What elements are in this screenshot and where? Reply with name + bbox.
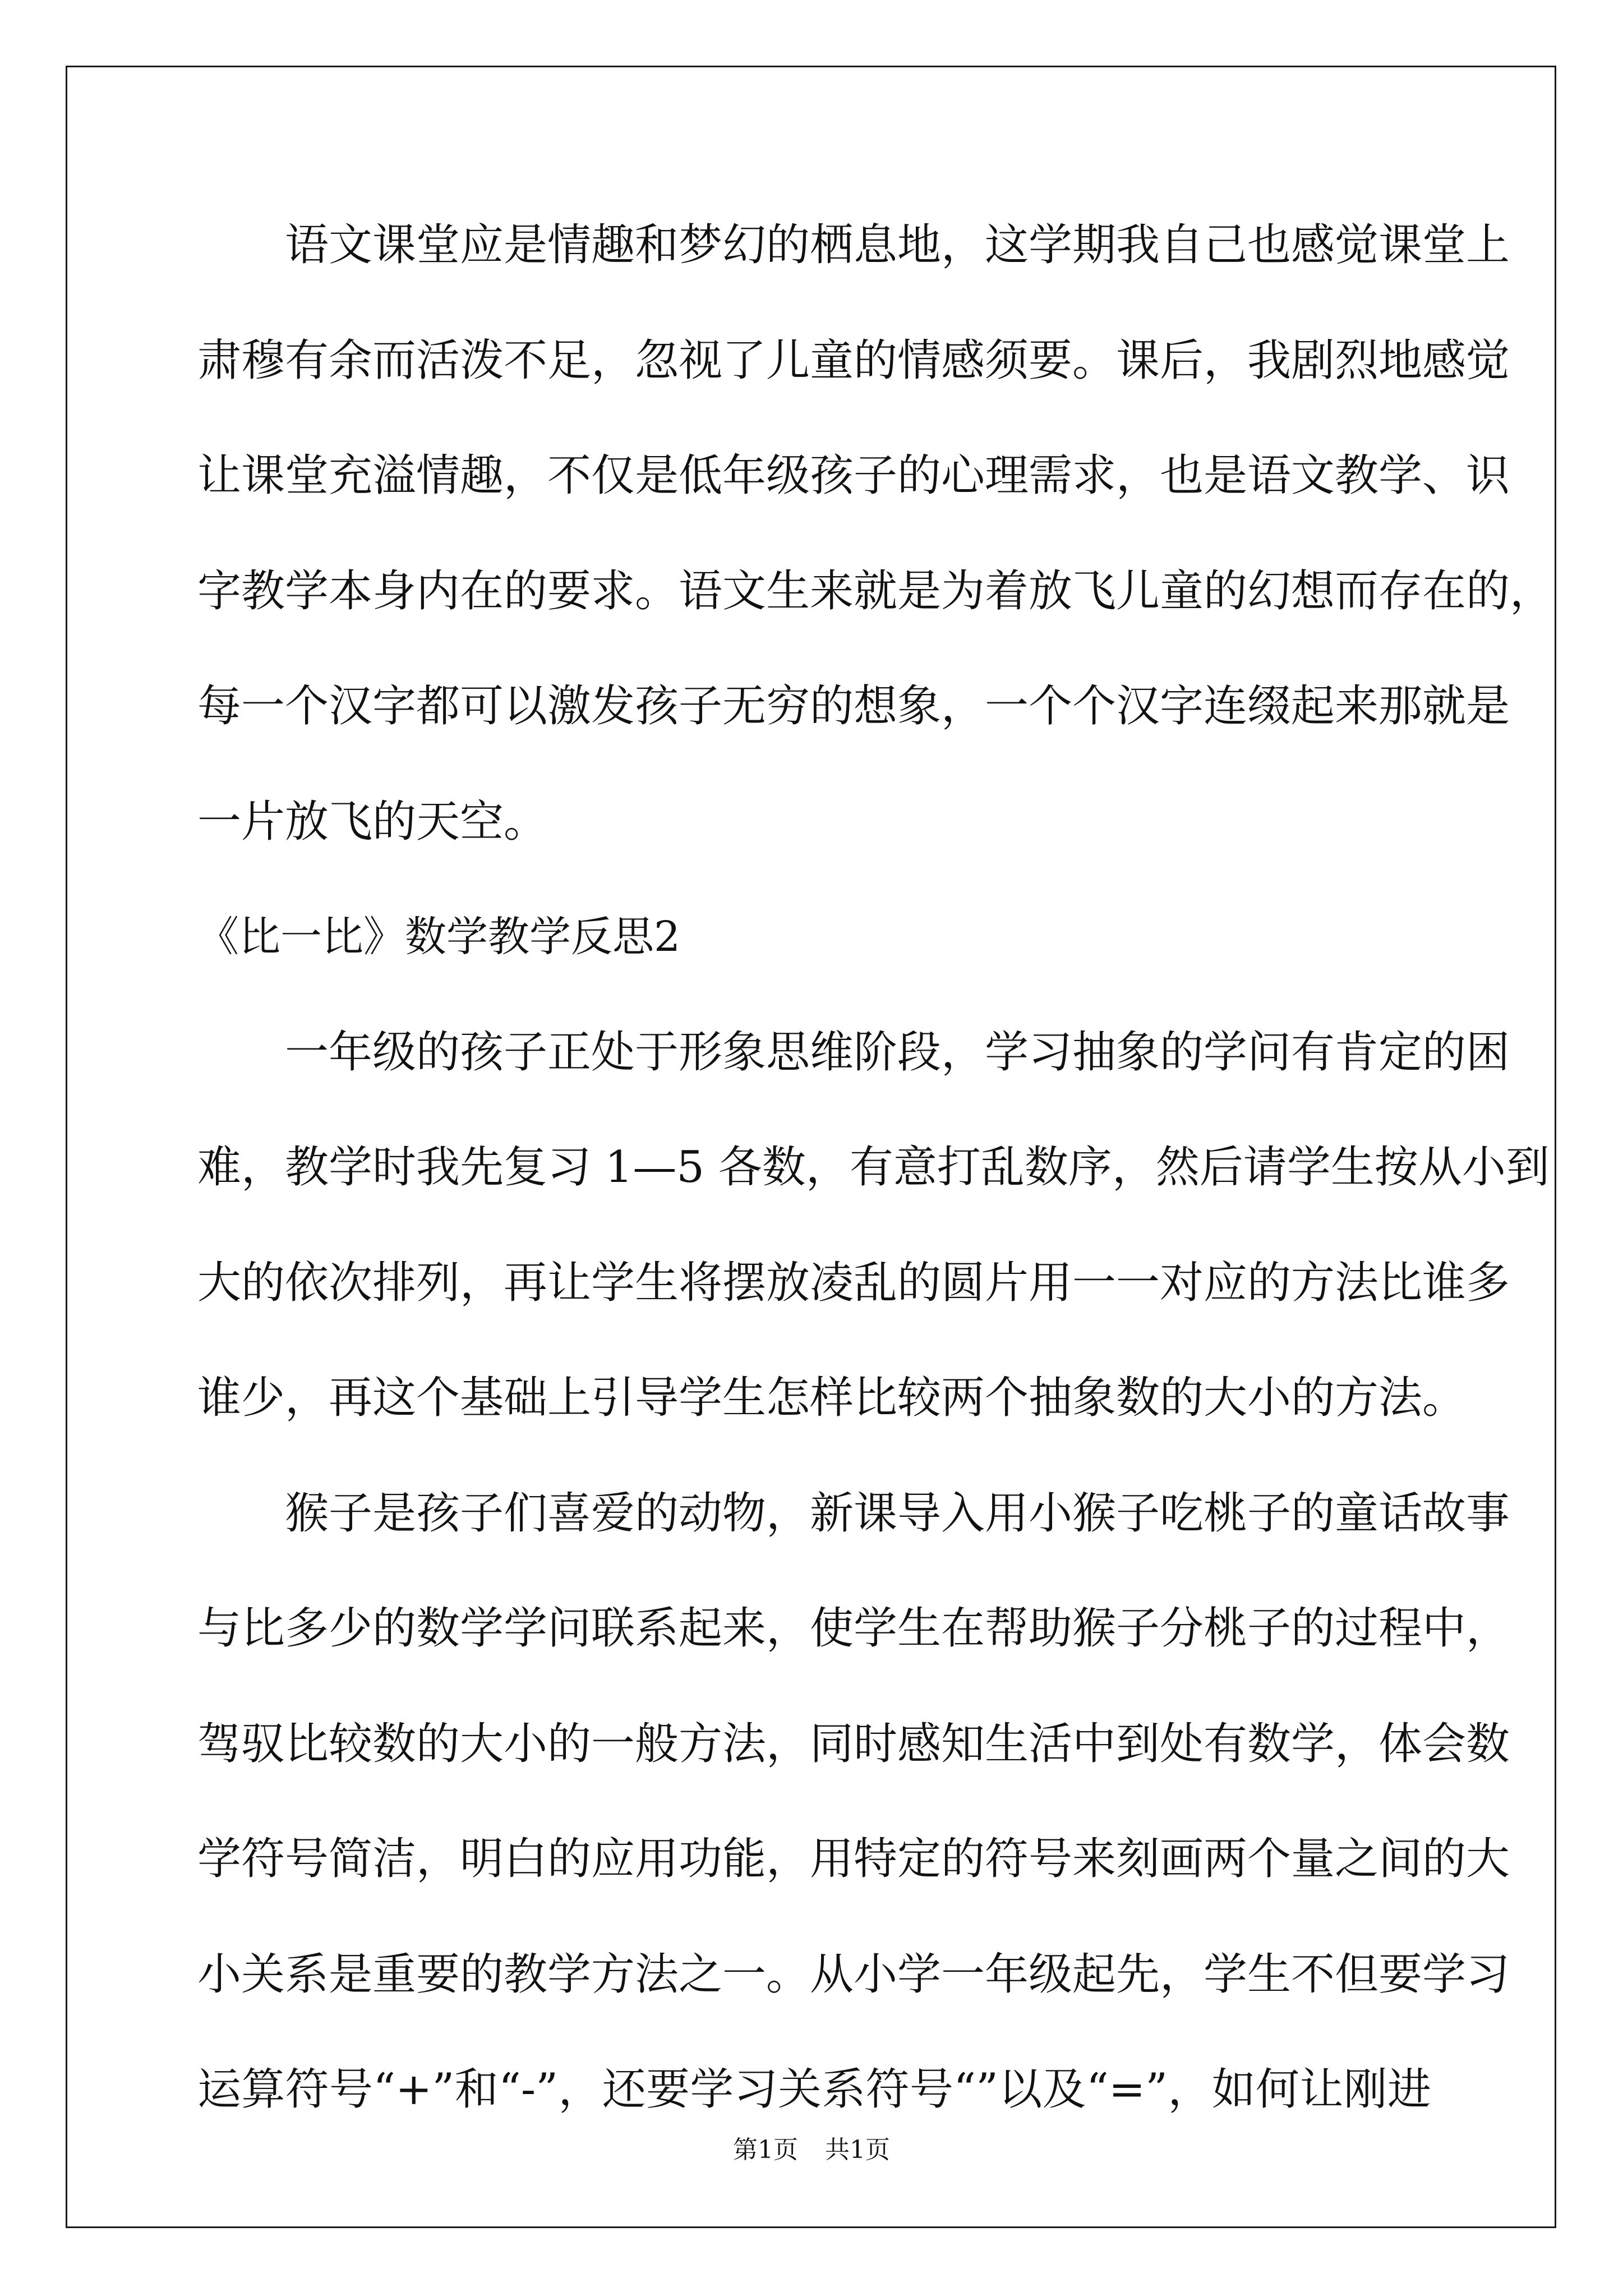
text-line [197, 1361, 1467, 1477]
text-line-content: 肃穆有余而活泼不足，忽视了儿童的情感须要。课后，我剧烈地感觉 [197, 335, 1510, 386]
document-body [197, 209, 1554, 2169]
text-line [197, 1477, 1510, 1593]
text-line-content: 小关系是重要的教学方法之一。从小学一年级起先，学生不但要学习 [197, 1949, 1510, 2000]
text-line [197, 1592, 1510, 1708]
text-line-content: 猴子是孩子们喜爱的动物，新课导入用小猴子吃桃子的童话故事 [285, 1488, 1510, 1539]
text-line-content: 让课堂充溢情趣，不仅是低年级孩子的心理需求，也是语文教学、识 [197, 450, 1510, 501]
text-line-content: 每一个汉字都可以激发孩子无穷的想象，一个个汉字连缀起来那就是 [197, 681, 1510, 731]
section-heading-text: 《比一比》数学教学反思2 [197, 913, 681, 961]
page-number: 第1页 [733, 2136, 798, 2164]
text-line-content: 谁少，再这个基础上引导学生怎样比较两个抽象数的大小的方法。 [197, 1373, 1467, 1423]
text-line [197, 1938, 1510, 2054]
text-line [197, 1016, 1510, 1131]
total-pages: 共1页 [825, 2136, 890, 2164]
text-line [197, 1823, 1510, 1938]
text-line [197, 785, 1431, 901]
text-line-content: 语文课堂应是情趣和梦幻的栖息地，这学期我自己也感觉课堂上 [285, 220, 1510, 270]
text-line-content: 学符号简洁，明白的应用功能，用特定的符号来刻画两个量之间的大 [197, 1834, 1510, 1884]
page-footer [0, 2133, 1623, 2167]
text-line-content: 驾驭比较数的大小的一般方法，同时感知生活中到处有数学，体会数 [197, 1718, 1510, 1769]
text-line [197, 670, 1510, 785]
text-line [197, 555, 1554, 670]
text-line [197, 209, 1510, 324]
text-line-content: 运算符号“+”和“-”，还要学习关系符号“”以及“=”，如何让刚进 [197, 2064, 1431, 2115]
section-heading [197, 900, 1431, 1016]
text-line-content: 一年级的孩子正处于形象思维阶段，学习抽象的学问有肯定的困 [285, 1027, 1510, 1078]
text-line-content: 难，教学时我先复习 1—5 各数，有意打乱数序，然后请学生按从小到 [197, 1142, 1550, 1193]
text-line [197, 439, 1510, 555]
text-line [197, 1246, 1510, 1362]
text-line [197, 324, 1510, 440]
text-line [197, 1131, 1550, 1246]
text-line-content: 大的依次排列，再让学生将摆放凌乱的圆片用一一对应的方法比谁多 [197, 1257, 1510, 1308]
text-line-content: 一片放飞的天空。 [197, 796, 548, 847]
text-line-content: 字教学本身内在的要求。语文生来就是为着放飞儿童的幻想而存在的， [197, 565, 1554, 616]
text-line-content: 与比多少的数学学问联系起来，使学生在帮助猴子分桃子的过程中， [197, 1603, 1510, 1654]
text-line [197, 1708, 1510, 1823]
